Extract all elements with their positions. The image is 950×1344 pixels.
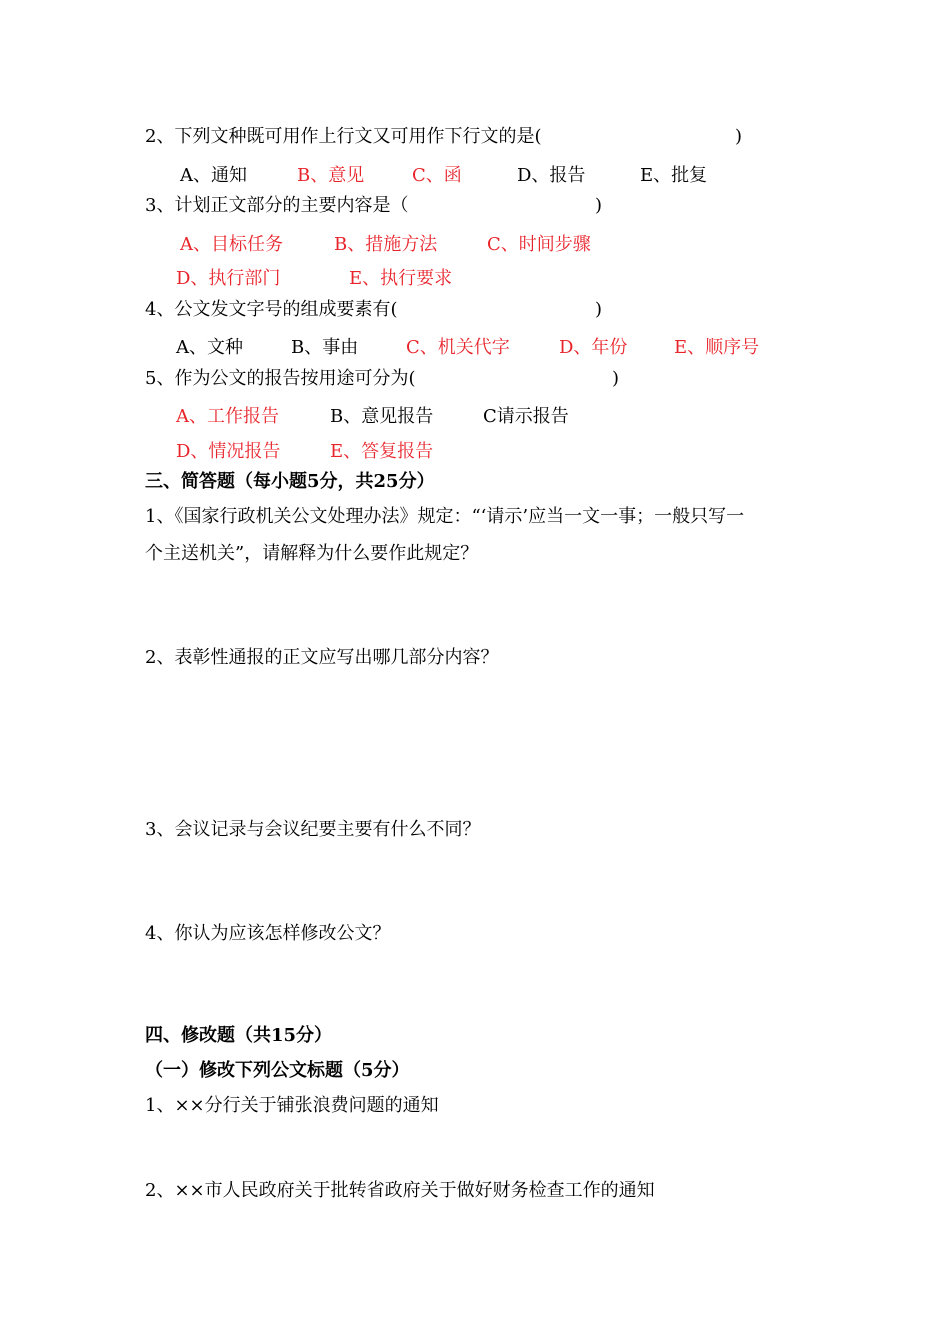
q4-option-b: B、事由 [291,337,359,358]
q5-option-b: B、意见报告 [330,406,434,427]
q2-option-d: D、报告 [517,165,586,186]
q3-stem: 3、计划正文部分的主要内容是（ [145,195,409,216]
q4-option-a: A、文种 [176,337,243,358]
section3-q1-line2: 个主送机关”，请解释为什么要作此规定？ [145,543,479,564]
q2-option-c: C、函 [412,165,462,186]
q3-option-b: B、措施方法 [334,234,438,255]
q2-option-a: A、通知 [180,165,247,186]
section4-item1: 1、××分行关于铺张浪费问题的通知 [145,1095,439,1116]
q4-option-e: E、顺序号 [674,337,760,358]
q4-option-c: C、机关代字 [406,337,510,358]
q4-stem: 4、公文发文字号的组成要素有( [145,299,398,320]
q2-option-b: B、意见 [297,165,365,186]
q4-paren-close: ) [595,299,603,320]
q2-paren-close: ) [735,126,743,147]
q2-option-e: E、批复 [640,165,708,186]
section3-q3: 3、会议记录与会议纪要主要有什么不同？ [145,819,481,840]
q5-paren-close: ) [612,368,620,389]
q4-option-d: D、年份 [559,337,628,358]
q5-stem: 5、作为公文的报告按用途可分为( [145,368,416,389]
q3-option-a: A、目标任务 [180,234,283,255]
section3-q1-line1: 1、《国家行政机关公文处理办法》规定：“‘请示’应当一文一事；一般只写一 [145,506,745,527]
q3-option-e: E、执行要求 [349,268,453,289]
q3-paren-close: ) [595,195,603,216]
section3-q4: 4、你认为应该怎样修改公文？ [145,923,391,944]
section4-sub1: （一）修改下列公文标题（5分） [145,1060,410,1081]
section4-item2: 2、××市人民政府关于批转省政府关于做好财务检查工作的通知 [145,1180,655,1201]
q5-option-d: D、情况报告 [176,441,281,462]
section3-q2: 2、表彰性通报的正文应写出哪几部分内容？ [145,647,499,668]
q5-option-c: C请示报告 [483,406,569,427]
q3-option-d: D、执行部门 [176,268,281,289]
q3-option-c: C、时间步骤 [487,234,591,255]
q2-stem: 2、下列文种既可用作上行文又可用作下行文的是( [145,126,542,147]
section4-heading: 四、修改题（共15分） [145,1025,333,1046]
q5-option-a: A、工作报告 [176,406,279,427]
section3-heading: 三、简答题（每小题5分，共25分） [145,471,435,492]
q5-option-e: E、答复报告 [330,441,434,462]
